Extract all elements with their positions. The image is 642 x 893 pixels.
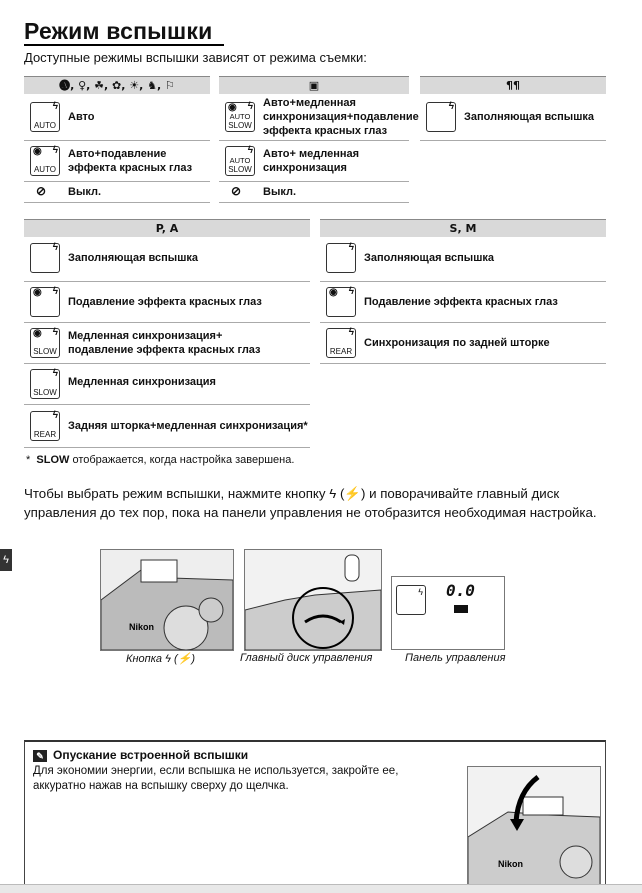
flash-fill-icon: ϟ [426, 102, 456, 132]
table1-header-1: 🅐, ♀, ☘, ✿, ☀, ♞, ⚐ [24, 76, 210, 94]
note-title: ✎ Опускание встроенной вспышки [33, 748, 248, 762]
table-row: ϟ Заполняющая вспышка [320, 237, 606, 282]
table-row: ⊘ Выкл. [219, 182, 409, 203]
flash-slow-icon: ϟ SLOW [30, 369, 60, 399]
instruction-paragraph: Чтобы выбрать режим вспышки, нажмите кнопку ϟ (⚡) и поворачивайте главный диск управления до тех пор, пока на панели управления не отобразится необходимая настройка. [24, 486, 597, 520]
table-row: ϟ REAR Задняя шторка+медленная синхронизация* [24, 405, 310, 448]
svg-text:Nikon: Nikon [129, 622, 155, 632]
table-row: ϟ SLOW Медленная синхронизация [24, 364, 310, 405]
table1-header-3: ¶¶ [420, 76, 606, 94]
caption-command-dial: Главный диск управления [240, 652, 373, 664]
table-row: ⊘ Выкл. [24, 182, 210, 203]
footnote: * SLOW отображается, когда настройка завершена. [26, 454, 295, 466]
table-row: ◉ ϟ SLOW Медленная синхронизация+ подавление эффекта красных глаз [24, 323, 310, 364]
table-row: ϟ Заполняющая вспышка [24, 237, 310, 282]
table1-col1 [24, 76, 210, 203]
command-dial-image [244, 549, 382, 651]
flash-off-icon: ⊘ [231, 184, 242, 198]
table-row: ϟ REAR Синхронизация по задней шторке [320, 323, 606, 364]
control-panel-image [391, 576, 505, 650]
table-row: ϟ AUTO SLOW Авто+ медленная синхронизация [219, 141, 409, 182]
lcd-flash-icon: ϟ [396, 585, 426, 615]
flash-rear-slow-icon: ϟ REAR [30, 411, 60, 441]
table1-header-2: ▣ [219, 76, 409, 94]
table1-col2 [219, 76, 419, 203]
flash-fill-icon: ϟ [30, 243, 60, 273]
flash-redeye-icon: ◉ ϟ [30, 287, 60, 317]
flash-slow-redeye-icon: ◉ ϟ SLOW [30, 328, 60, 358]
flash-comp-icon [454, 605, 468, 613]
flash-auto-redeye-icon: ◉ ϟ AUTO [30, 146, 60, 176]
title-underline [24, 44, 224, 46]
flash-rear-icon: ϟ REAR [326, 328, 356, 358]
caption-control-panel: Панель управления [405, 652, 506, 664]
table2-right [320, 219, 606, 364]
note-box [24, 740, 606, 890]
table-row: ◉ ϟ AUTO Авто+подавление эффекта красных глаз [24, 141, 210, 182]
table-row: ◉ ϟ Подавление эффекта красных глаз [320, 282, 606, 323]
flash-section-tab: ϟ [0, 549, 12, 571]
pencil-icon: ✎ [33, 750, 47, 762]
flash-auto-icon: ϟ AUTO [30, 102, 60, 132]
caption-flash-button: Кнопка ϟ (⚡) [126, 653, 195, 665]
note-text: Для экономии энергии, если вспышка не используется, закройте ее, аккуратно нажав на вспышку сверху до щелчка. [33, 765, 399, 792]
flash-redeye-icon: ◉ ϟ [326, 287, 356, 317]
flash-auto-slow-redeye-icon: ◉ ϟ AUTO SLOW [225, 102, 255, 132]
lcd-value: 0.0 [446, 581, 475, 600]
table1-col3 [420, 76, 606, 141]
camera-button-image [100, 549, 234, 651]
table-row: ϟ AUTO Авто [24, 94, 210, 141]
flash-off-icon: ⊘ [36, 184, 47, 198]
table-row: ◉ ϟ AUTO SLOW Авто+медленная синхронизация+подавление эффекта красных глаз [219, 94, 409, 141]
table2-header-sm: S, M [320, 219, 606, 237]
table2-header-pa: P, A [24, 219, 310, 237]
flash-auto-slow-icon: ϟ AUTO SLOW [225, 146, 255, 176]
table-row: ϟ Заполняющая вспышка [420, 94, 606, 141]
close-flash-image [467, 766, 601, 886]
table2-left [24, 219, 310, 448]
svg-text:Nikon: Nikon [498, 859, 524, 869]
page-title: Режим вспышки [24, 18, 213, 44]
intro-text: Доступные режимы вспышки зависят от режима съемки: [24, 50, 367, 65]
table-row: ◉ ϟ Подавление эффекта красных глаз [24, 282, 310, 323]
flash-fill-icon: ϟ [326, 243, 356, 273]
